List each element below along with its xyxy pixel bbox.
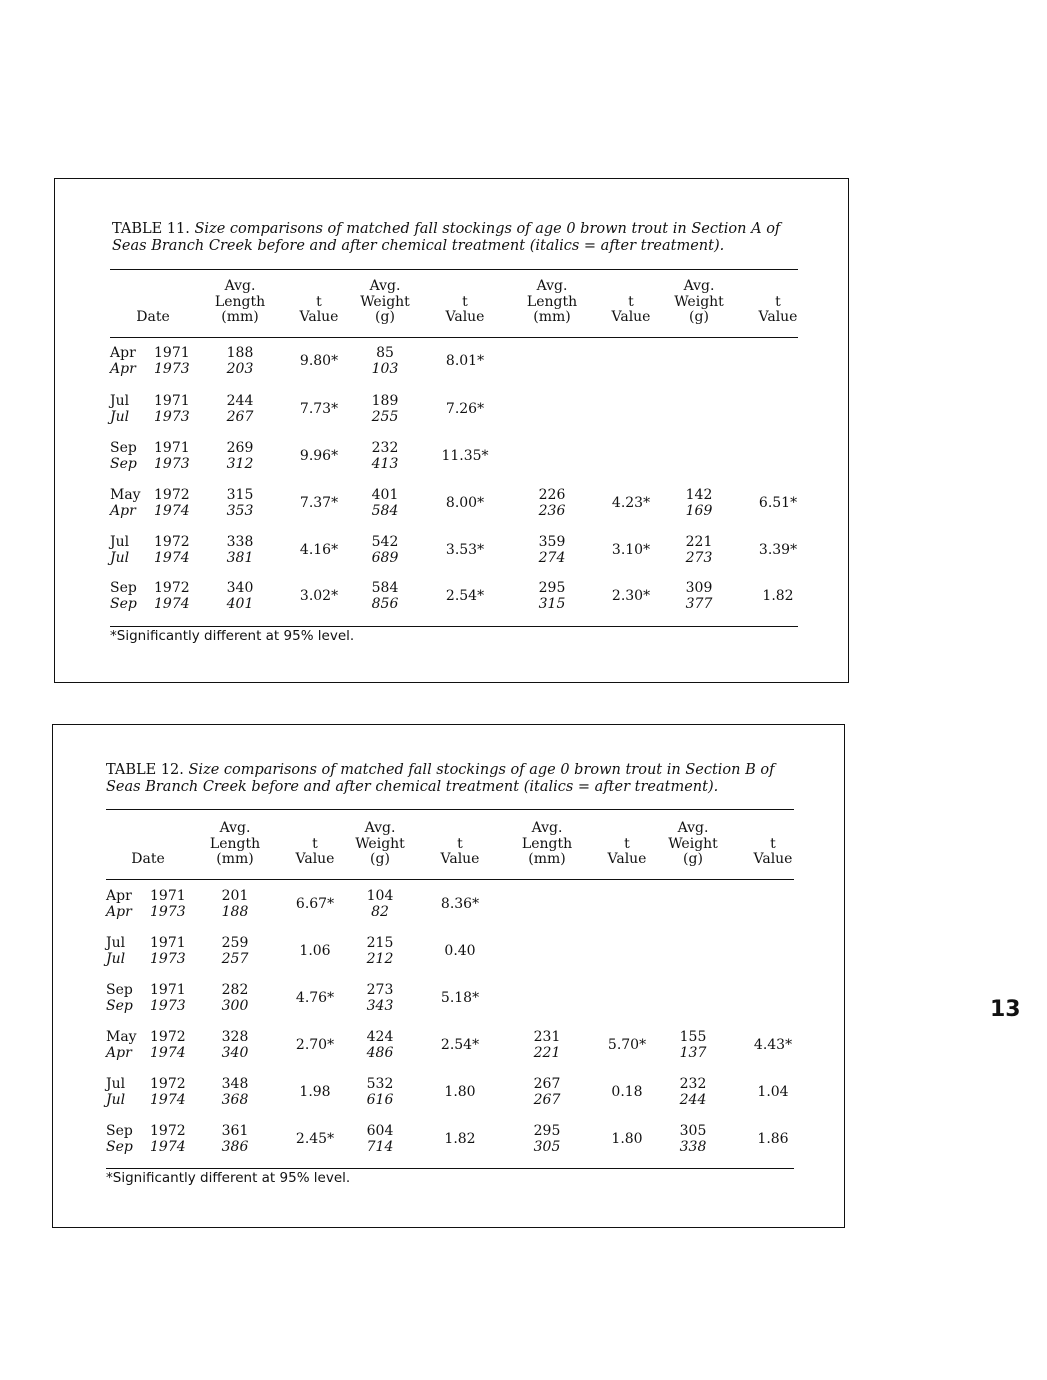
header-rule <box>106 879 794 880</box>
before-value: 424 <box>366 1029 394 1045</box>
year: 1972 <box>150 1123 186 1139</box>
t-value-cell: 7.26* <box>445 401 485 417</box>
t-value-cell: 1.82 <box>762 588 794 604</box>
after-value: 340 <box>221 1045 249 1061</box>
before-value: 295 <box>533 1123 561 1139</box>
t-value-cell: 7.73* <box>299 401 339 417</box>
value-pair-cell <box>360 580 410 612</box>
before-value: 282 <box>221 982 249 998</box>
after-value: 353 <box>226 503 254 519</box>
year: 1971 <box>150 982 186 998</box>
bottom-rule <box>106 1168 794 1169</box>
after-value: 188 <box>221 904 249 920</box>
after-value: 137 <box>679 1045 707 1061</box>
value-pair-cell <box>674 487 724 519</box>
after-value: 584 <box>371 503 399 519</box>
month: Jul <box>110 550 130 566</box>
after-date <box>106 998 186 1014</box>
year: 1972 <box>150 1076 186 1092</box>
bottom-rule <box>110 626 798 627</box>
month: Jul <box>110 534 130 550</box>
before-date <box>106 935 186 951</box>
value-pair-cell <box>522 1123 572 1155</box>
month: Apr <box>110 345 136 361</box>
value-pair-cell <box>527 487 577 519</box>
value-pair-cell <box>215 580 265 612</box>
year: 1974 <box>154 503 190 519</box>
before-value: 584 <box>371 580 399 596</box>
before-date <box>110 487 190 503</box>
value-pair-cell <box>674 580 724 612</box>
before-date <box>106 1123 186 1139</box>
year: 1972 <box>154 580 190 596</box>
after-value: 714 <box>366 1139 394 1155</box>
after-date <box>106 904 186 920</box>
footnote: *Significantly different at 95% level. <box>110 628 355 644</box>
month: Sep <box>106 982 133 998</box>
t-value-cell: 8.00* <box>445 495 485 511</box>
year: 1972 <box>154 487 190 503</box>
before-value: 309 <box>685 580 713 596</box>
before-value: 305 <box>679 1123 707 1139</box>
t-value-cell: 11.35* <box>441 448 489 464</box>
table-caption <box>106 762 806 796</box>
t-value-cell: 1.06 <box>299 943 331 959</box>
before-value: 542 <box>371 534 399 550</box>
t-value-cell: 5.70* <box>607 1037 647 1053</box>
after-value: 300 <box>221 998 249 1014</box>
value-pair-cell <box>527 534 577 566</box>
month: Jul <box>106 951 126 967</box>
after-value: 856 <box>371 596 399 612</box>
value-pair-cell <box>355 1029 405 1061</box>
t-value-cell: 4.76* <box>295 990 335 1006</box>
value-pair-cell <box>355 1076 405 1108</box>
date-cell <box>110 440 190 472</box>
after-value: 486 <box>366 1045 394 1061</box>
t-value-cell: 9.96* <box>299 448 339 464</box>
before-date <box>110 580 190 596</box>
before-date <box>110 393 190 409</box>
before-value: 295 <box>538 580 566 596</box>
date-cell <box>110 393 190 425</box>
t-value-cell: 1.04 <box>757 1084 789 1100</box>
before-date <box>106 982 186 998</box>
table-number: TABLE 11. <box>112 221 190 237</box>
table-row <box>53 888 844 922</box>
year: 1973 <box>154 409 190 425</box>
year: 1972 <box>154 534 190 550</box>
value-pair-cell <box>355 982 405 1014</box>
month: Jul <box>106 1076 126 1092</box>
after-value: 203 <box>226 361 254 377</box>
before-date <box>106 1029 186 1045</box>
value-pair-cell <box>522 1076 572 1108</box>
before-value: 226 <box>538 487 566 503</box>
table-row <box>55 534 848 568</box>
year: 1974 <box>150 1045 186 1061</box>
after-date <box>110 409 190 425</box>
month: Jul <box>110 409 130 425</box>
value-pair-cell <box>668 1123 718 1155</box>
t-value-cell: 2.45* <box>295 1131 335 1147</box>
year: 1971 <box>150 935 186 951</box>
after-value: 312 <box>226 456 254 472</box>
after-date <box>110 596 190 612</box>
year: 1974 <box>154 550 190 566</box>
before-value: 231 <box>533 1029 561 1045</box>
month: Jul <box>110 393 130 409</box>
top-rule <box>106 809 794 810</box>
after-value: 169 <box>685 503 713 519</box>
table-row <box>55 393 848 427</box>
after-value: 386 <box>221 1139 249 1155</box>
t-value-header: t Value <box>295 835 335 867</box>
date-cell <box>106 935 186 967</box>
year: 1973 <box>154 361 190 377</box>
after-date <box>106 1092 186 1108</box>
value-pair-cell <box>210 1123 260 1155</box>
month: May <box>106 1029 137 1045</box>
month: Jul <box>106 935 126 951</box>
header-rule <box>110 337 798 338</box>
year: 1973 <box>154 456 190 472</box>
before-value: 361 <box>221 1123 249 1139</box>
value-pair-cell <box>215 487 265 519</box>
after-value: 368 <box>221 1092 249 1108</box>
month: Apr <box>106 888 132 904</box>
value-pair-cell <box>210 1029 260 1061</box>
value-pair-cell <box>355 935 405 967</box>
value-pair-cell <box>210 982 260 1014</box>
t-value-header: t Value <box>445 293 485 325</box>
value-pair-cell <box>215 345 265 377</box>
value-pair-cell <box>355 888 405 920</box>
before-value: 359 <box>538 534 566 550</box>
date-cell <box>110 534 190 566</box>
after-date <box>110 503 190 519</box>
table-row <box>55 580 848 614</box>
avg-weight-header: Avg. Weight (g) <box>674 278 724 325</box>
month: Sep <box>110 440 137 456</box>
t-value-cell: 4.16* <box>299 542 339 558</box>
t-value-header: t Value <box>299 293 339 325</box>
before-value: 273 <box>366 982 394 998</box>
value-pair-cell <box>668 1076 718 1108</box>
before-date <box>110 534 190 550</box>
month: Apr <box>110 503 136 519</box>
date-cell <box>106 888 186 920</box>
after-value: 273 <box>685 550 713 566</box>
date-cell <box>106 1123 186 1155</box>
after-value: 103 <box>371 361 399 377</box>
year: 1974 <box>150 1139 186 1155</box>
after-date <box>106 1139 186 1155</box>
t-value-cell: 8.01* <box>445 353 485 369</box>
table-row <box>55 487 848 521</box>
year: 1971 <box>154 345 190 361</box>
date-cell <box>110 487 190 519</box>
before-value: 201 <box>221 888 249 904</box>
avg-weight-header: Avg. Weight (g) <box>360 278 410 325</box>
table-row <box>53 1029 844 1063</box>
caption-text: Size comparisons of matched fall stockings of age 0 brown trout in Section B of Seas Branch Creek before and after chemical treatment (italics = after treatment). <box>106 762 775 795</box>
t-value-header: t Value <box>607 835 647 867</box>
t-value-header: t Value <box>753 835 793 867</box>
before-value: 189 <box>371 393 399 409</box>
after-value: 236 <box>538 503 566 519</box>
t-value-cell: 5.18* <box>440 990 480 1006</box>
t-value-cell: 6.67* <box>295 896 335 912</box>
after-value: 381 <box>226 550 254 566</box>
avg-length-header: Avg. Length (mm) <box>214 278 266 325</box>
month: Apr <box>110 361 136 377</box>
t-value-cell: 8.36* <box>440 896 480 912</box>
table-row <box>53 1076 844 1110</box>
t-value-header: t Value <box>440 835 480 867</box>
after-value: 401 <box>226 596 254 612</box>
value-pair-cell <box>360 393 410 425</box>
t-value-cell: 2.30* <box>611 588 651 604</box>
before-value: 232 <box>679 1076 707 1092</box>
before-value: 188 <box>226 345 254 361</box>
before-value: 232 <box>371 440 399 456</box>
month: May <box>110 487 141 503</box>
date-cell <box>110 580 190 612</box>
after-value: 305 <box>533 1139 561 1155</box>
after-value: 212 <box>366 951 394 967</box>
month: Sep <box>110 596 137 612</box>
footnote: *Significantly different at 95% level. <box>106 1170 351 1186</box>
avg-length-header: Avg. Length (mm) <box>521 820 573 867</box>
t-value-cell: 1.86 <box>757 1131 789 1147</box>
value-pair-cell <box>668 1029 718 1061</box>
before-value: 269 <box>226 440 254 456</box>
t-value-cell: 3.39* <box>758 542 798 558</box>
t-value-cell: 4.43* <box>753 1037 793 1053</box>
before-value: 315 <box>226 487 254 503</box>
before-value: 142 <box>685 487 713 503</box>
t-value-cell: 9.80* <box>299 353 339 369</box>
t-value-cell: 0.18 <box>611 1084 643 1100</box>
after-date <box>110 361 190 377</box>
top-rule <box>110 269 798 270</box>
month: Apr <box>106 1045 132 1061</box>
t-value-cell: 4.23* <box>611 495 651 511</box>
month: Sep <box>106 1123 133 1139</box>
table-12 <box>52 724 845 1228</box>
year: 1971 <box>154 393 190 409</box>
value-pair-cell <box>360 487 410 519</box>
value-pair-cell <box>215 393 265 425</box>
value-pair-cell <box>355 1123 405 1155</box>
after-value: 244 <box>679 1092 707 1108</box>
date-header: Date <box>136 309 170 325</box>
t-value-cell: 1.80 <box>611 1131 643 1147</box>
value-pair-cell <box>215 534 265 566</box>
month: Sep <box>110 456 137 472</box>
after-value: 689 <box>371 550 399 566</box>
t-value-cell: 0.40 <box>444 943 476 959</box>
before-value: 221 <box>685 534 713 550</box>
table-row <box>53 1123 844 1157</box>
before-date <box>110 440 190 456</box>
t-value-cell: 1.98 <box>299 1084 331 1100</box>
after-value: 616 <box>366 1092 394 1108</box>
page-number: 13 <box>990 997 1021 1022</box>
date-header: Date <box>131 851 165 867</box>
t-value-cell: 2.54* <box>445 588 485 604</box>
table-caption <box>112 221 792 255</box>
month: Sep <box>110 580 137 596</box>
after-value: 257 <box>221 951 249 967</box>
table-row <box>53 982 844 1016</box>
date-cell <box>106 982 186 1014</box>
t-value-cell: 1.80 <box>444 1084 476 1100</box>
year: 1974 <box>154 596 190 612</box>
t-value-cell: 3.53* <box>445 542 485 558</box>
table-row <box>53 935 844 969</box>
before-value: 604 <box>366 1123 394 1139</box>
table-row <box>55 440 848 474</box>
table-11 <box>54 178 849 683</box>
after-date <box>110 550 190 566</box>
t-value-cell: 2.54* <box>440 1037 480 1053</box>
after-value: 377 <box>685 596 713 612</box>
t-value-cell: 3.02* <box>299 588 339 604</box>
before-value: 348 <box>221 1076 249 1092</box>
date-cell <box>106 1029 186 1061</box>
after-date <box>106 1045 186 1061</box>
year: 1973 <box>150 998 186 1014</box>
value-pair-cell <box>210 935 260 967</box>
before-value: 215 <box>366 935 394 951</box>
value-pair-cell <box>527 580 577 612</box>
year: 1973 <box>150 904 186 920</box>
value-pair-cell <box>210 1076 260 1108</box>
month: Sep <box>106 1139 133 1155</box>
before-value: 338 <box>226 534 254 550</box>
t-value-cell: 6.51* <box>758 495 798 511</box>
after-value: 413 <box>371 456 399 472</box>
after-value: 343 <box>366 998 394 1014</box>
before-value: 401 <box>371 487 399 503</box>
after-value: 274 <box>538 550 566 566</box>
before-value: 267 <box>533 1076 561 1092</box>
before-value: 328 <box>221 1029 249 1045</box>
after-value: 255 <box>371 409 399 425</box>
value-pair-cell <box>360 440 410 472</box>
value-pair-cell <box>210 888 260 920</box>
month: Apr <box>106 904 132 920</box>
t-value-header: t Value <box>758 293 798 325</box>
after-value: 315 <box>538 596 566 612</box>
t-value-header: t Value <box>611 293 651 325</box>
before-value: 340 <box>226 580 254 596</box>
t-value-cell: 1.82 <box>444 1131 476 1147</box>
before-value: 532 <box>366 1076 394 1092</box>
after-value: 82 <box>371 904 389 920</box>
year: 1973 <box>150 951 186 967</box>
before-value: 155 <box>679 1029 707 1045</box>
before-value: 259 <box>221 935 249 951</box>
after-value: 338 <box>679 1139 707 1155</box>
avg-weight-header: Avg. Weight (g) <box>355 820 405 867</box>
value-pair-cell <box>522 1029 572 1061</box>
year: 1971 <box>154 440 190 456</box>
caption-text: Size comparisons of matched fall stockings of age 0 brown trout in Section A of Seas Branch Creek before and after chemical treatment (italics = after treatment). <box>112 221 781 254</box>
after-value: 221 <box>533 1045 561 1061</box>
before-value: 85 <box>376 345 394 361</box>
table-number: TABLE 12. <box>106 762 184 778</box>
year: 1971 <box>150 888 186 904</box>
t-value-cell: 7.37* <box>299 495 339 511</box>
year: 1972 <box>150 1029 186 1045</box>
month: Jul <box>106 1092 126 1108</box>
year: 1974 <box>150 1092 186 1108</box>
t-value-cell: 2.70* <box>295 1037 335 1053</box>
after-date <box>110 456 190 472</box>
before-date <box>106 1076 186 1092</box>
before-date <box>106 888 186 904</box>
after-value: 267 <box>533 1092 561 1108</box>
avg-length-header: Avg. Length (mm) <box>209 820 261 867</box>
before-date <box>110 345 190 361</box>
t-value-cell: 3.10* <box>611 542 651 558</box>
before-value: 244 <box>226 393 254 409</box>
value-pair-cell <box>360 534 410 566</box>
date-cell <box>106 1076 186 1108</box>
before-value: 104 <box>366 888 394 904</box>
after-date <box>106 951 186 967</box>
value-pair-cell <box>674 534 724 566</box>
table-row <box>55 345 848 379</box>
month: Sep <box>106 998 133 1014</box>
date-cell <box>110 345 190 377</box>
value-pair-cell <box>360 345 410 377</box>
after-value: 267 <box>226 409 254 425</box>
avg-length-header: Avg. Length (mm) <box>526 278 578 325</box>
value-pair-cell <box>215 440 265 472</box>
avg-weight-header: Avg. Weight (g) <box>668 820 718 867</box>
